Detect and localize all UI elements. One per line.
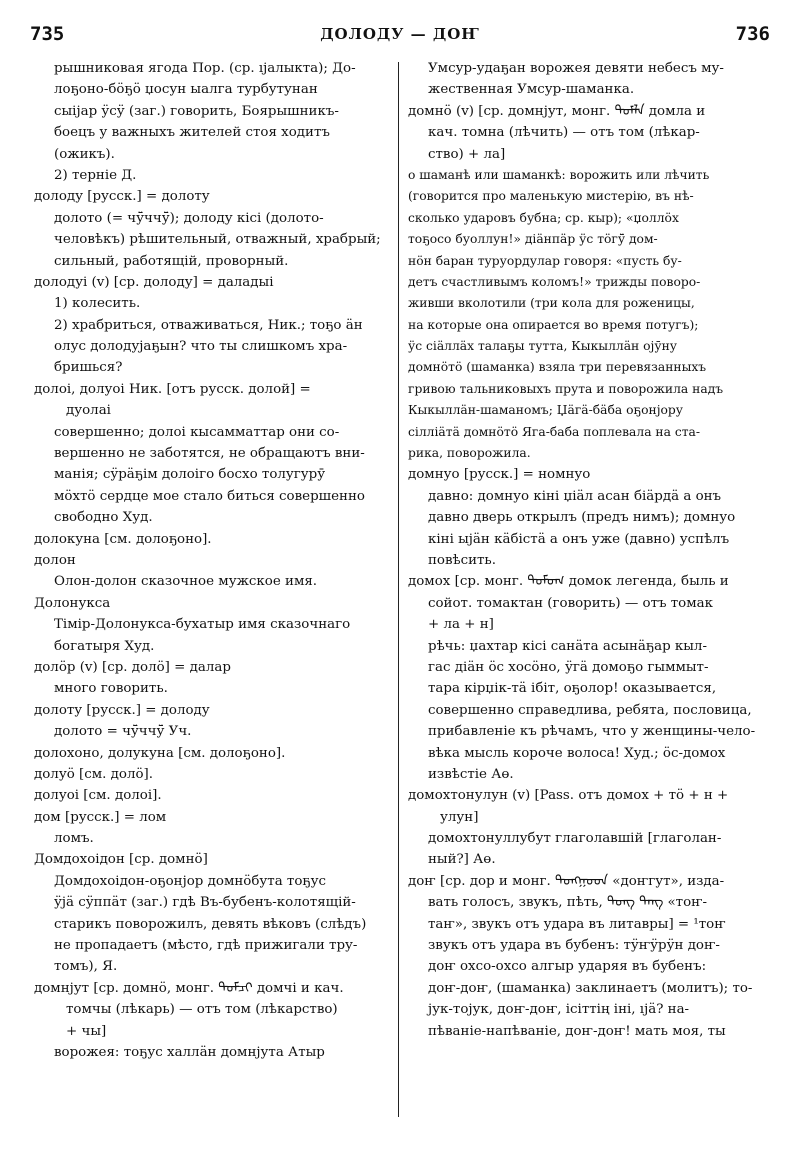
text-line: ство) + ла] bbox=[428, 146, 506, 162]
text-line: домнӧтӧ (шаманка) взяла три перевязанныхъ bbox=[408, 360, 707, 375]
text-line: лоҕоно-бӧҕӧ џосун ыалга турбутунан bbox=[54, 82, 318, 98]
text-line: повѣсить. bbox=[428, 552, 496, 568]
text-line: доҥ охсо-охсо алгыр ударяя въ бубенъ: bbox=[428, 959, 707, 975]
text-line: совершенно справедлива, ребята, пословица, bbox=[428, 702, 752, 718]
text-line: сыіјар ӱсӱ (заг.) говорить, Боярышникъ- bbox=[54, 103, 339, 119]
text-line: сильный, работящій, проворный. bbox=[54, 253, 289, 269]
text-line: рышниковая ягода Пор. (ср. ıjалыкта); До- bbox=[54, 61, 356, 76]
text-line: олус долодујаҕын? что ты слишкомъ хра- bbox=[54, 339, 348, 355]
text-line: пѣваніе-напѣваніе, доҥ-доҥ! мать моя, ты bbox=[428, 1023, 726, 1039]
text-line: долон bbox=[34, 552, 76, 568]
text-line: 2) храбриться, отваживаться, Ник.; тоҕо ӓн bbox=[54, 317, 363, 333]
text-line: долоі, долуоі Ник. [отъ русск. долой] = bbox=[34, 381, 311, 397]
text-line: кіні ыјӓн кӓбістӓ а онъ уже (давно) успѣлъ bbox=[428, 531, 730, 547]
text-line: нӧн баран туруордулар говоря: «пусть бу- bbox=[408, 253, 682, 268]
running-title: ДОЛОДУ — ДОҤ bbox=[320, 25, 480, 43]
text-line: жественная Умсур-шаманка. bbox=[428, 82, 635, 98]
text-line: сойот. томактан (говорить) — отъ томак bbox=[428, 595, 713, 611]
text-line: дом [русск.] = лом bbox=[34, 809, 167, 825]
text-line: вать голосъ, звукъ, пѣть, ᠲᠣᠩ ᠲᠠᠩ «тоҥ- bbox=[428, 895, 708, 911]
text-line: гас діӓн ӧс хосӧно, ӱгӓ домоҕо гыммыт- bbox=[428, 659, 709, 675]
text-line: Олон-долон сказочное мужское имя. bbox=[54, 574, 318, 590]
text-line: о шаманѣ или шаманкѣ: ворожить или лѣчить bbox=[408, 167, 710, 182]
text-line: богатыря Худ. bbox=[54, 638, 155, 654]
text-line: вершенно не заботятся, не обращаютъ вни- bbox=[54, 446, 365, 462]
text-line: долуоі [см. долоі]. bbox=[34, 788, 162, 804]
text-line: Домдохоідон-оҕонјор домнӧбута тоҕус bbox=[54, 873, 326, 889]
text-line: мӧхтӧ сердце мое стало биться совершенно bbox=[54, 488, 365, 504]
text-line: совершенно; долоі кысамматтар они со- bbox=[54, 424, 340, 440]
text-line: не пропадаетъ (мѣсто, гдѣ прижигали тру- bbox=[54, 938, 358, 954]
text-line: звукъ отъ удара въ бубенъ: тӱҥӱрӱн доҥ- bbox=[428, 938, 720, 954]
text-line: Умсур-удаҕан ворожея девяти небесъ му- bbox=[428, 61, 724, 76]
text-line: рѣчь: џахтар кісі санӓта асынӓҕар кыл- bbox=[428, 638, 707, 654]
text-line: тара кірџік-тӓ ібіт, оҕолор! оказывается, bbox=[428, 681, 717, 697]
text-line: долуӧ [см. долӧ]. bbox=[34, 766, 154, 782]
left-column bbox=[34, 58, 394, 1063]
text-line: 1) колесить. bbox=[54, 296, 141, 312]
text-line: долокуна [см. долоҕоно]. bbox=[34, 531, 212, 547]
text-line: домохтонуллубут глаголавшій [глаголан- bbox=[428, 831, 722, 847]
text-line: извѣстіе Аө. bbox=[428, 766, 514, 782]
right-page-number: 736 bbox=[735, 23, 770, 45]
text-line: детъ счастливымъ коломъ!» трижды поворо- bbox=[408, 274, 701, 289]
text-line: домох [ср. монг. ᠳᠣᠮᠣᠭ домок легенда, быль и bbox=[408, 574, 729, 590]
text-line: человѣкъ) рѣшительный, отважный, храбрый; bbox=[54, 232, 381, 248]
text-line: домохтонулун (v) [Pass. отъ домох + тӧ + н + bbox=[408, 788, 729, 804]
text-line: ӱс сіӓллӓх талаҕы тутта, Кыкыллӓн ојӯну bbox=[408, 339, 678, 354]
page-header bbox=[30, 14, 770, 54]
text-line: + чы] bbox=[66, 1023, 107, 1039]
text-line: томъ), Я. bbox=[54, 959, 118, 975]
text-line: доҥ [ср. дор и монг. ᠳᠣᠩᠭᠣᠳ «доҥгут», изда- bbox=[408, 873, 725, 889]
text-line: сілліӓтӓ домнӧтӧ Яга-баба поплевала на ста- bbox=[408, 424, 701, 439]
text-line: таҥ», звукъ отъ удара въ литавры] = ¹тоҥ bbox=[428, 916, 726, 932]
text-line: вѣка мысль короче волоса! Худ.; ӧс-домох bbox=[428, 745, 726, 761]
text-line: живши вколотили (три кола для роженицы, bbox=[408, 296, 695, 311]
text-line: долото = чӱ̄ччӱ̄ Уч. bbox=[54, 724, 192, 740]
text-line: ворожея: тоҕус халлӓн домнјута Атыр bbox=[54, 1044, 325, 1060]
text-line: домнӧ (v) [ср. домнјут, монг. ᠳᠣᠮᠯᠠ домла и bbox=[408, 103, 706, 119]
text-line: + ла + н] bbox=[428, 617, 494, 633]
text-line: манія; сӱрӓҕім долоіго босхо толугурӯ bbox=[54, 467, 326, 483]
text-line: (ожикъ). bbox=[54, 146, 115, 162]
text-line: долодуі (v) [ср. долоду] = даладыі bbox=[34, 274, 274, 290]
text-line: старикъ поворожилъ, девять вѣковъ (слѣдъ) bbox=[54, 916, 367, 932]
text-line: улун] bbox=[440, 809, 479, 825]
text-line: (говорится про маленькую мистерію, въ нѣ- bbox=[408, 189, 694, 204]
text-line: јук-тојук, доҥ-доҥ, ісіттің іні, ıјӓ? на- bbox=[428, 1002, 690, 1018]
text-line: долоту [русск.] = долоду bbox=[34, 702, 210, 718]
text-line: 2) терніе Д. bbox=[54, 167, 137, 183]
text-line: на которые она опирается во время потугъ); bbox=[408, 317, 699, 332]
text-line: давно дверь открылъ (предъ нимъ); домнуо bbox=[428, 510, 736, 526]
text-line: рика, поворожила. bbox=[408, 446, 531, 461]
text-line: ӱјӓ сӱппӓт (заг.) гдѣ Въ-бубенъ-колотящій- bbox=[54, 895, 356, 911]
text-line: дуолаі bbox=[66, 403, 111, 419]
text-line: много говорить. bbox=[54, 681, 168, 697]
text-line: Тімір-Долонукса-бухатыр имя сказочнаго bbox=[54, 617, 351, 633]
text-line: гривою тальниковыхъ прута и поворожила надъ bbox=[408, 381, 724, 396]
text-line: кач. томна (лѣчить) — отъ том (лѣкар- bbox=[428, 125, 700, 141]
text-line: Кыкыллӓн-шаманомъ; Џӓгӓ-бӓба оҕонјору bbox=[408, 403, 684, 418]
text-line: свободно Худ. bbox=[54, 510, 153, 526]
text-line: Домдохоідон [ср. домнӧ] bbox=[34, 852, 208, 868]
text-line: Долонукса bbox=[34, 595, 111, 611]
text-line: бришься? bbox=[54, 360, 123, 376]
right-column bbox=[408, 58, 772, 1042]
text-line: долӧр (v) [ср. долӧ] = далар bbox=[34, 659, 231, 675]
text-line: давно: домнуо кіні џіӓл асан біӓрдӓ а онъ bbox=[428, 488, 722, 504]
left-page-number: 735 bbox=[30, 23, 65, 45]
text-line: ломъ. bbox=[54, 831, 94, 847]
text-line: доҥ-доҥ, (шаманка) заклинаетъ (молитъ); то- bbox=[428, 980, 753, 996]
text-line: ный?] Аө. bbox=[428, 852, 496, 868]
text-line: сколько ударовъ бубна; ср. кыр); «џоллӧх bbox=[408, 210, 679, 225]
text-line: домнјут [ср. домнӧ, монг. ᠳᠣᠮᠴᠢ домчі и кач. bbox=[34, 980, 344, 996]
column-divider bbox=[398, 62, 399, 1117]
text-line: тоҕосо буоллун!» діӓнпӓр ӱс тӧгӱ̄ дом- bbox=[408, 232, 658, 247]
text-line: томчы (лѣкарь) — отъ том (лѣкарство) bbox=[66, 1002, 338, 1018]
text-line: прибавленіе къ рѣчамъ, что у женщины-чело- bbox=[428, 724, 756, 740]
text-line: долохоно, долукуна [см. долоҕоно]. bbox=[34, 745, 286, 761]
text-line: долоду [русск.] = долоту bbox=[34, 189, 210, 205]
text-line: долото (= чӱ̄ччӱ̄); долоду кісі (долото- bbox=[54, 210, 324, 226]
text-line: боецъ у важныхъ жителей стоя ходитъ bbox=[54, 125, 330, 141]
text-line: домнуо [русск.] = номнуо bbox=[408, 467, 591, 483]
